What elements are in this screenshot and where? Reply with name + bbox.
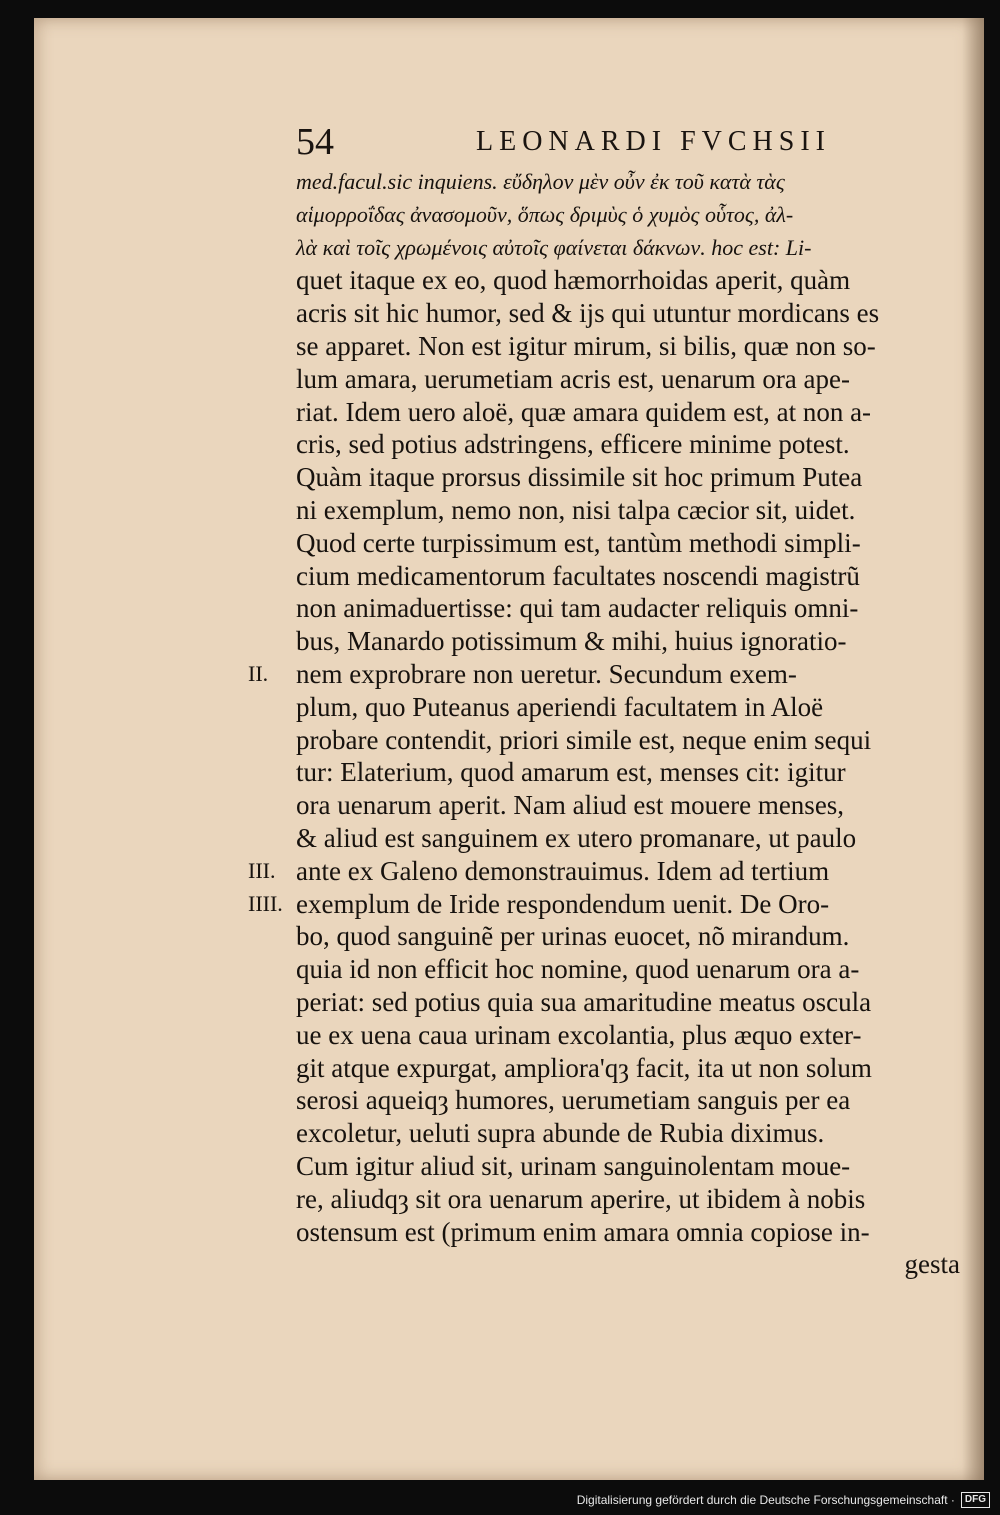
running-title: LEONARDI FVCHSII (476, 126, 831, 157)
text-line (248, 658, 960, 691)
book-page (34, 18, 984, 1480)
page-edge-shadow (962, 18, 984, 1480)
line-text: se apparet. Non est igitur mirum, si bilis, quæ non so- (296, 330, 876, 361)
text-line (296, 363, 960, 396)
line-text: ostensum est (primum enim amara omnia copiose in- (296, 1216, 870, 1247)
text-line (296, 756, 960, 789)
line-text: gesta (904, 1249, 960, 1280)
line-text: αἱμορροΐδας ἀνασομοῦν, ὅπως δριμὺς ὁ χυμὸς οὗτος, ἀλ- (296, 201, 794, 227)
line-text: serosi aqueiqȝ humores, uerumetiam sanguis per ea (296, 1085, 851, 1116)
line-text: probare contendit, priori simile est, neque enim sequi (296, 724, 872, 755)
line-text: med.facul.sic inquiens. εὔδηλον μὲν οὖν ἐκ τοῦ κατὰ τὰς (296, 169, 785, 194)
line-text: quet itaque ex eo, quod hæmorrhoidas aperit, quàm (296, 265, 851, 296)
text-line (296, 691, 960, 724)
text-line (296, 1084, 960, 1117)
line-text: bo, quod sanguinẽ per urinas euocet, nõ mirandum. (296, 921, 850, 952)
page-header (296, 118, 956, 162)
text-line (296, 428, 960, 461)
text-line (296, 264, 960, 297)
text-line (296, 330, 960, 363)
line-text: periat: sed potius quia sua amaritudine meatus oscula (296, 986, 872, 1017)
text-line (296, 494, 960, 527)
text-line (296, 1117, 960, 1150)
text-line (248, 855, 960, 888)
line-text: excoletur, ueluti supra abunde de Rubia diximus. (296, 1118, 825, 1149)
line-text: plum, quo Puteanus aperiendi facultatem in Aloë (296, 691, 824, 722)
line-text: re, aliudqȝ sit ora uenarum aperire, ut ibidem à nobis (296, 1183, 866, 1214)
text-line (296, 822, 960, 855)
footer-credit: Digitalisierung gefördert durch die Deutsche Forschungsgemeinschaft · (576, 1493, 955, 1507)
text-line (296, 625, 960, 658)
text-line (296, 1183, 960, 1216)
text-line (296, 1216, 960, 1249)
text-line (296, 1019, 960, 1052)
dfg-logo-icon: DFG (961, 1492, 990, 1508)
line-text: exemplum de Iride respondendum uenit. De Oro- (296, 888, 830, 919)
line-text: bus, Manardo potissimum & mihi, huius ignoratio- (296, 626, 847, 657)
text-line (296, 724, 960, 757)
line-text: tur: Elaterium, quod amarum est, menses cit: igitur (296, 757, 846, 788)
text-line (296, 297, 960, 330)
text-line (248, 888, 960, 921)
line-text: Quod certe turpissimum est, tantùm methodi simpli- (296, 527, 861, 558)
line-text: cris, sed potius adstringens, efficere minime potest. (296, 429, 850, 460)
line-text: riat. Idem uero aloë, quæ amara quidem est, at non a- (296, 396, 872, 427)
text-line (296, 1052, 960, 1085)
text-line (296, 592, 960, 625)
line-text: λὰ καὶ τοῖς χρωμένοις αὐτοῖς φαίνεται δάκνων. hoc est: Li- (296, 234, 812, 260)
line-text: Quàm itaque prorsus dissimile sit hoc primum Putea (296, 462, 863, 493)
line-text: ni exemplum, nemo non, nisi talpa cæcior sit, uidet. (296, 494, 856, 525)
text-line (296, 1150, 960, 1183)
text-line (296, 396, 960, 429)
digitization-footer (577, 1491, 990, 1509)
line-text: cium medicamentorum facultates noscendi magistrũ (296, 560, 860, 591)
marginal-numeral: IIII. (248, 890, 283, 916)
line-text: non animaduertisse: qui tam audacter reliquis omni- (296, 593, 859, 624)
text-line (296, 199, 960, 232)
text-line (296, 461, 960, 494)
line-text: lum amara, uerumetiam acris est, uenarum ora ape- (296, 363, 851, 394)
text-line (296, 920, 960, 953)
text-line (296, 1248, 960, 1281)
text-line (296, 986, 960, 1019)
text-line (296, 560, 960, 593)
text-line (296, 232, 960, 265)
line-text: acris sit hic humor, sed & ijs qui utuntur mordicans es (296, 298, 880, 329)
text-line (296, 166, 960, 199)
main-text (248, 166, 960, 1281)
line-text: nem exprobrare non ueretur. Secundum exem- (296, 658, 797, 689)
page-number: 54 (296, 121, 334, 163)
marginal-numeral: III. (248, 857, 276, 883)
text-line (296, 527, 960, 560)
line-text: & aliud est sanguinem ex utero promanare, ut paulo (296, 822, 857, 853)
marginal-numeral: II. (248, 660, 269, 686)
line-text: quia id non efficit hoc nomine, quod uenarum ora a- (296, 954, 860, 985)
line-text: Cum igitur aliud sit, urinam sanguinolentam moue- (296, 1150, 851, 1181)
text-line (296, 789, 960, 822)
line-text: ante ex Galeno demonstrauimus. Idem ad tertium (296, 855, 830, 886)
line-text: ue ex uena caua urinam excolantia, plus æquo exter- (296, 1019, 862, 1050)
line-text: git atque expurgat, ampliora'qȝ facit, ita ut non solum (296, 1052, 872, 1083)
text-line (296, 953, 960, 986)
line-text: ora uenarum aperit. Nam aliud est mouere menses, (296, 790, 845, 821)
